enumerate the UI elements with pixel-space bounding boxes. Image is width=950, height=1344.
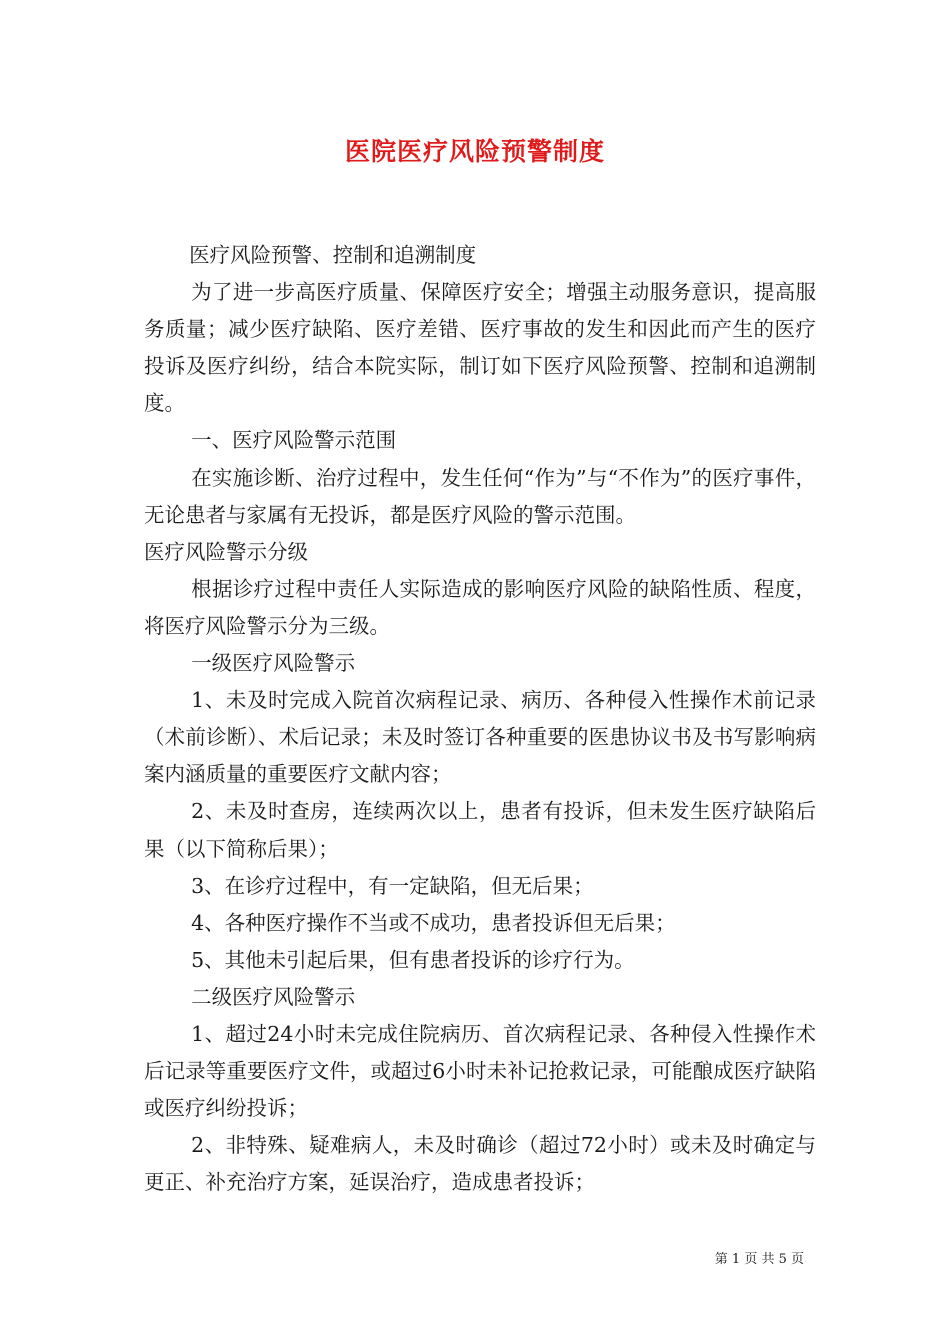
heading-level-one: 一级医疗风险警示 [191, 651, 356, 676]
list-item: 1、超过24小时未完成住院病历、首次病程记录、各种侵入性操作术后记录等重要医疗文件，或超过6小时未补记抢救记录，可能酿成医疗缺陷或医疗纠纷投诉； [144, 1021, 816, 1121]
page-title: 医院医疗风险预警制度 [344, 137, 605, 166]
paragraph-subtitle: 医疗风险预警、控制和追溯制度 [189, 243, 477, 267]
list-item: 3、在诊疗过程中，有一定缺陷，但无后果； [191, 873, 594, 898]
paragraph-scope: 在实施诊断、治疗过程中，发生任何“作为”与“不作为”的医疗事件，无论患者与家属有无投诉，都是医疗风险的警示范围。 [144, 465, 816, 527]
page-number: 第 1 页 共 5 页 [714, 1252, 804, 1267]
heading-scope: 一、医疗风险警示范围 [191, 428, 397, 453]
paragraph-intro: 为了进一步高医疗质量、保障医疗安全；增强主动服务意识，提高服务质量；减少医疗缺陷、医疗差错、医疗事故的发生和因此而产生的医疗投诉及医疗纠纷，结合本院实际，制订如下医疗风险预警、控制和追溯制度。 [144, 280, 816, 416]
list-item: 4、各种医疗操作不当或不成功，患者投诉但无后果； [191, 910, 676, 935]
list-item: 2、未及时查房，连续两次以上，患者有投诉，但未发生医疗缺陷后果（以下简称后果）； [144, 799, 816, 861]
paragraph-grading: 根据诊疗过程中责任人实际造成的影响医疗风险的缺陷性质、程度，将医疗风险警示分为三级。 [144, 576, 816, 638]
list-item: 2、非特殊、疑难病人，未及时确诊（超过72小时）或未及时确定与更正、补充治疗方案，延误治疗，造成患者投诉； [144, 1133, 816, 1195]
heading-level-two: 二级医疗风险警示 [191, 984, 356, 1009]
document-body [144, 237, 816, 1201]
list-item: 5、其他未引起后果，但有患者投诉的诊疗行为。 [191, 947, 635, 972]
list-item: 1、未及时完成入院首次病程记录、病历、各种侵入性操作术前记录（术前诊断）、术后记录；未及时签订各种重要的医患协议书及书写影响病案内涵质量的重要医疗文献内容； [144, 688, 816, 787]
heading-grading: 医疗风险警示分级 [144, 539, 308, 564]
